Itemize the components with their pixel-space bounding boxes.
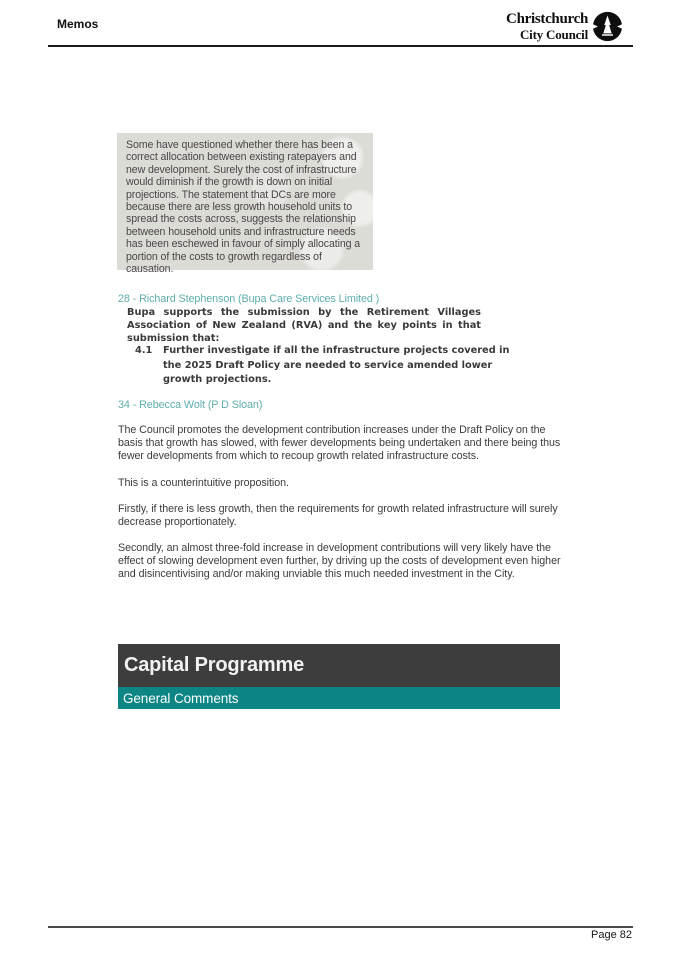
section-28-list-item (135, 344, 527, 388)
general-comments-banner: General Comments (118, 687, 560, 709)
council-logo (506, 11, 623, 42)
header-divider (48, 45, 633, 47)
page-title: Memos (57, 17, 99, 31)
council-logo-text (506, 12, 588, 41)
section-34-paragraph-1: The Council promotes the development contribution increases under the Draft Policy on the basis that growth has slowed, with fewer developments being undertaken and there being thus fewer developments from which to recoup growth related infrastructure costs. (118, 424, 561, 462)
list-item-number: 4.1 (135, 345, 153, 356)
section-34-paragraph-4: Secondly, an almost three-fold increase in development contributions will very likely have the effect of slowing development even further, by driving up the costs of development even higher and disincentivising and/or making unviable this much needed investment in the City. (118, 542, 561, 580)
capital-programme-banner: Capital Programme (118, 644, 560, 687)
quote-box: Some have questioned whether there has been a correct allocation between existing ratepayers and new development. Surely the cost of infrastructure would diminish if the growth is down on initial projections. The statement that DCs are more because there are less growth household units to spread the costs across, suggests the relationship between household units and infrastructure needs has been eschewed in favour of simply allocating a portion of the costs to growth regardless of causation. (117, 133, 373, 270)
list-item-text: Further investigate if all the infrastructure projects covered in the 2025 Draft Policy are needed to service amended lower growth projections. (163, 345, 510, 385)
council-logo-line1: Christchurch (506, 10, 588, 27)
section-34-paragraph-3: Firstly, if there is less growth, then the requirements for growth related infrastructure will surely decrease proportionately. (118, 503, 558, 528)
council-emblem-icon (592, 11, 623, 42)
council-logo-line2: City Council (519, 26, 588, 42)
section-28-body: Bupa supports the submission by the Retirement Villages Association of New Zealand (RVA) and the key points in that submission that: (127, 307, 481, 345)
section-heading-28: 28 - Richard Stephenson (Bupa Care Services Limited ) (118, 293, 380, 305)
footer-divider (48, 926, 633, 928)
section-heading-34: 34 - Rebecca Wolt (P D Sloan) (118, 399, 263, 411)
section-34-paragraph-2: This is a counterintuitive proposition. (118, 477, 289, 489)
page-number: Page 82 (591, 929, 632, 941)
